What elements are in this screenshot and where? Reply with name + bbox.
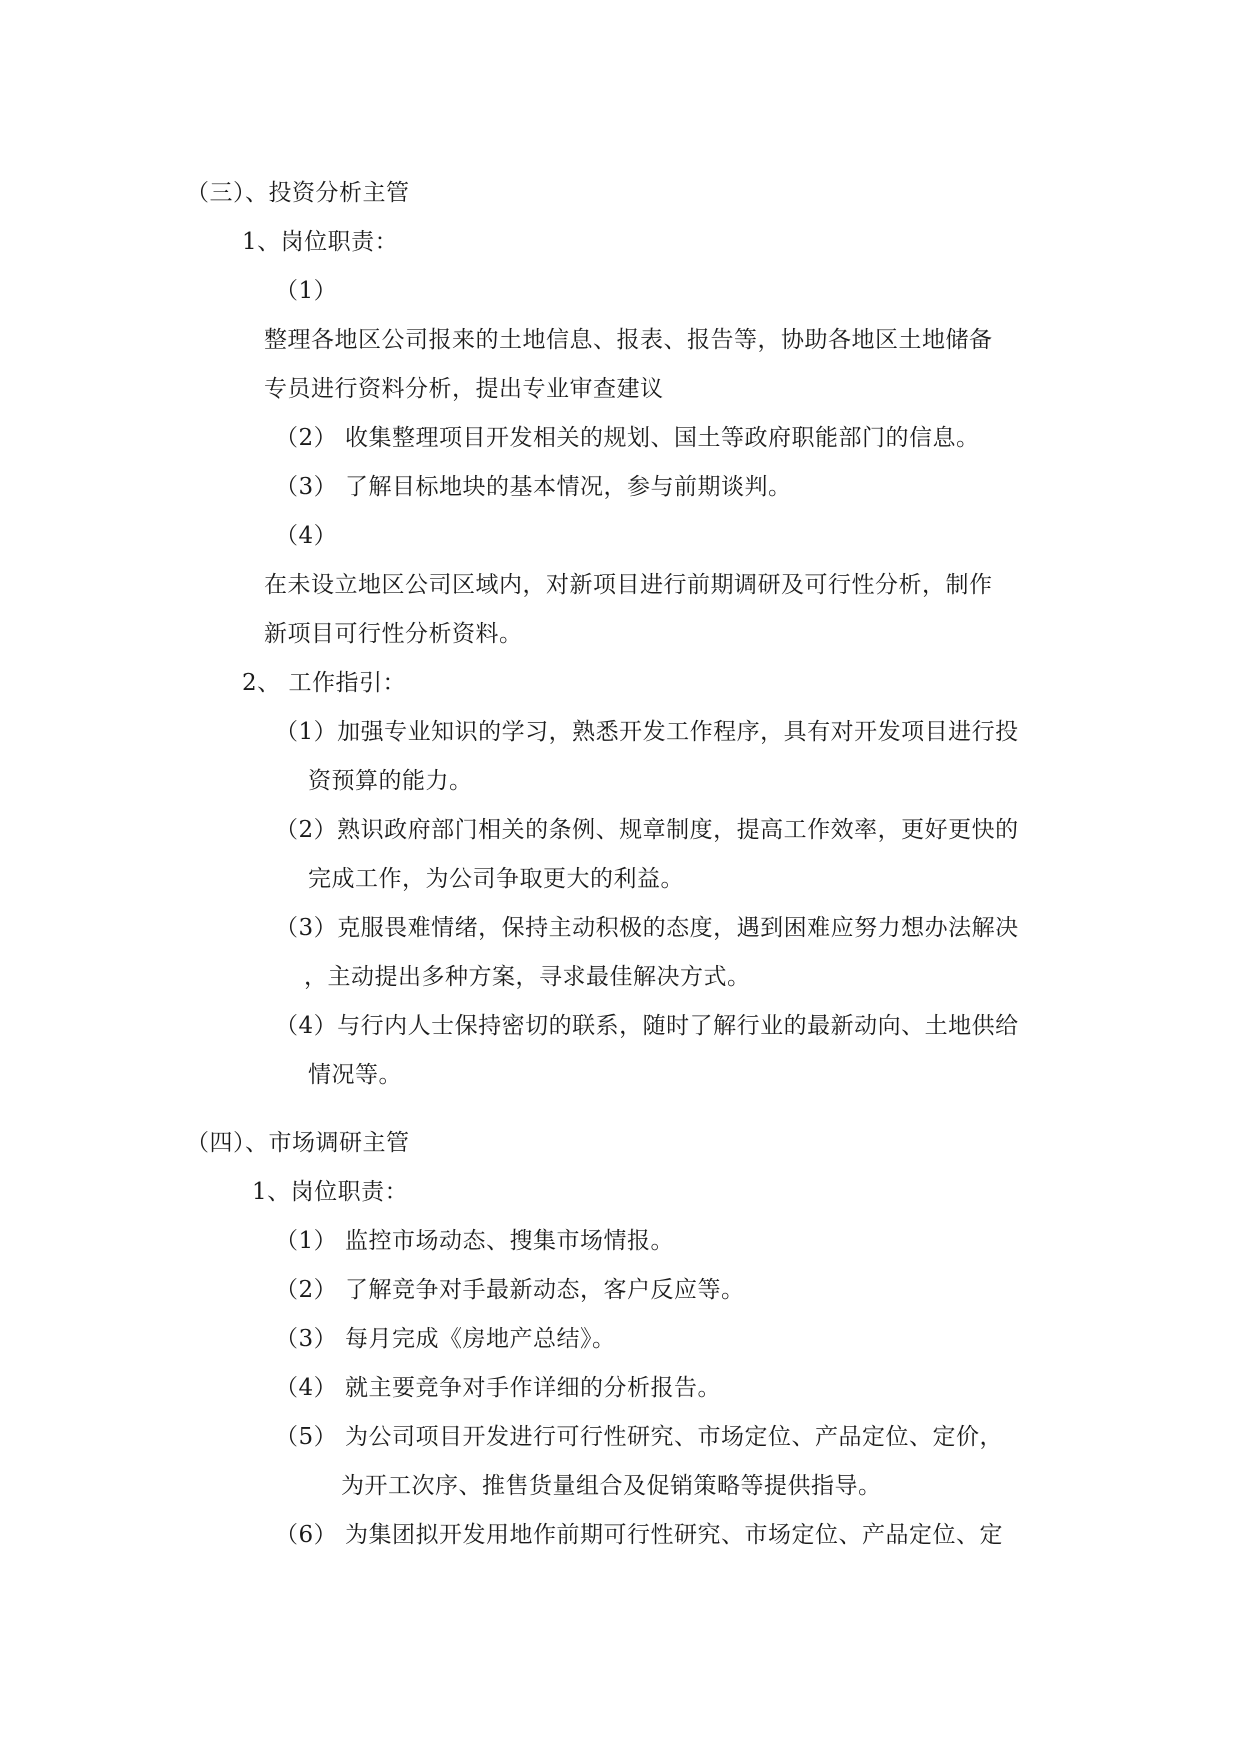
section-3-duty-1-line-2: 专员进行资料分析，提出专业审查建议 [264,376,664,402]
section-3-duty-4-line-1: 在未设立地区公司区域内，对新项目进行前期调研及可行性分析，制作 [264,572,993,598]
section-3-duty-4-number: （4） [275,523,338,549]
section-4-title: （四）、市场调研主管 [186,1130,410,1156]
section-3-duty-2: （2） 收集整理项目开发相关的规划、国土等政府职能部门的信息。 [275,425,980,451]
section-4-duty-1: （1） 监控市场动态、搜集市场情报。 [275,1228,674,1254]
section-3-duty-1-number: （1） [275,278,338,304]
section-4-duty-3: （3） 每月完成《房地产总结》。 [275,1326,616,1352]
section-3-guide-3-line-2: ，主动提出多种方案，寻求最佳解决方式。 [304,964,751,990]
section-4-duties-heading: 1、岗位职责： [252,1179,409,1205]
section-3-guide-2-line-1: （2）熟识政府部门相关的条例、规章制度，提高工作效率，更好更快的 [275,817,1019,843]
section-3-duty-3: （3） 了解目标地块的基本情况，参与前期谈判。 [275,474,792,500]
section-3-title: （三）、投资分析主管 [186,180,410,206]
section-3-guide-1-line-2: 资预算的能力。 [308,768,473,794]
section-3-guide-4-line-2: 情况等。 [308,1062,402,1088]
section-3-guide-2-line-2: 完成工作，为公司争取更大的利益。 [308,866,684,892]
section-3-guide-heading: 2、 工作指引： [242,670,406,696]
section-4-duty-4: （4） 就主要竞争对手作详细的分析报告。 [275,1375,721,1401]
section-3-guide-1-line-1: （1）加强专业知识的学习，熟悉开发工作程序，具有对开发项目进行投 [275,719,1019,745]
section-4-duty-5-line-1: （5） 为公司项目开发进行可行性研究、市场定位、产品定位、定价， [275,1424,1003,1450]
section-3-duty-4-line-2: 新项目可行性分析资料。 [264,621,523,647]
section-3-guide-4-line-1: （4）与行内人士保持密切的联系，随时了解行业的最新动向、土地供给 [275,1013,1019,1039]
section-3-duties-heading: 1、岗位职责： [242,229,399,255]
section-3-duty-1-line-1: 整理各地区公司报来的土地信息、报表、报告等，协助各地区土地储备 [264,327,993,353]
section-4-duty-5-line-2: 为开工次序、推售货量组合及促销策略等提供指导。 [341,1473,882,1499]
section-4-duty-2: （2） 了解竞争对手最新动态，客户反应等。 [275,1277,745,1303]
section-4-duty-6-line-1: （6） 为集团拟开发用地作前期可行性研究、市场定位、产品定位、定 [275,1522,1003,1548]
section-3-guide-3-line-1: （3）克服畏难情绪，保持主动积极的态度，遇到困难应努力想办法解决 [275,915,1019,941]
